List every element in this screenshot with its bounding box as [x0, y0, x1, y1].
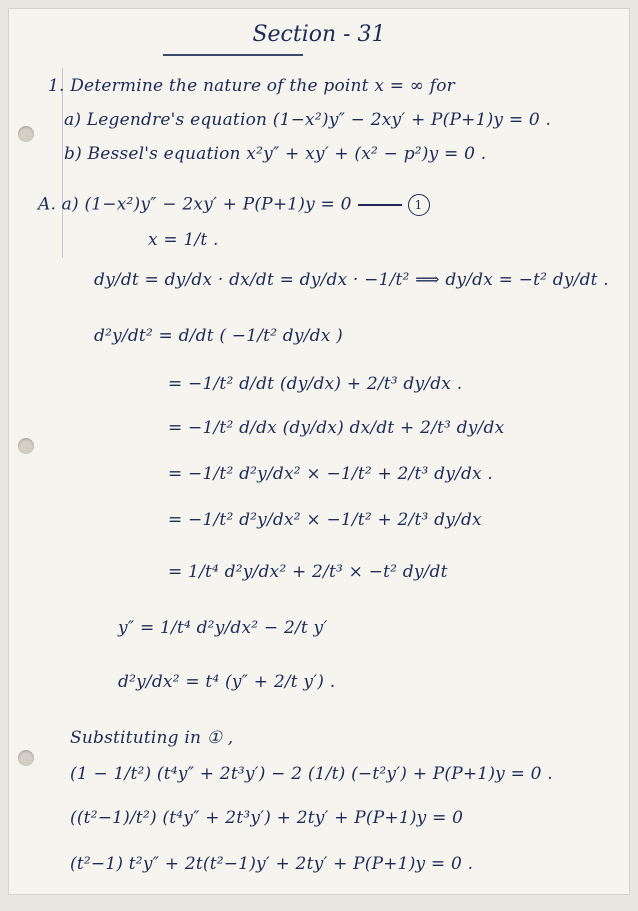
substitution-line: x = 1/t .	[148, 230, 219, 250]
derivation-line: (1 − 1/t²) (t⁴y″ + 2t³y′) − 2 (1/t) (−t²y′) + P(P+1)y = 0 .	[70, 764, 553, 784]
derivation-line: d²y/dt² = d/dt ( −1/t² dy/dx )	[94, 326, 343, 346]
derivation-line: = −1/t² d²y/dx² × −1/t² + 2/t³ dy/dx	[168, 510, 482, 530]
derivation-line: = −1/t² d²y/dx² × −1/t² + 2/t³ dy/dx .	[168, 464, 494, 484]
derivation-line: d²y/dx² = t⁴ (y″ + 2/t y′) .	[118, 672, 336, 692]
derivation-line: ((t²−1)/t²) (t⁴y″ + 2t³y′) + 2ty′ + P(P+1)y = 0	[70, 808, 464, 828]
question-part-a: a) Legendre's equation (1−x²)y″ − 2xy′ + P(P+1)y = 0 .	[64, 110, 552, 130]
margin-line	[62, 68, 63, 258]
binder-hole	[18, 126, 34, 142]
notebook-page	[8, 8, 630, 895]
equation-tag: 1	[408, 194, 430, 216]
binder-hole	[18, 438, 34, 454]
derivation-line: (t²−1) t²y″ + 2t(t²−1)y′ + 2ty′ + P(P+1)y = 0 .	[70, 854, 474, 874]
answer-equation: A. a) (1−x²)y″ − 2xy′ + P(P+1)y = 0	[38, 194, 352, 215]
section-title: Section - 31	[252, 22, 386, 47]
derivation-line: = 1/t⁴ d²y/dx² + 2/t³ × −t² dy/dt	[168, 562, 448, 582]
substituting-line	[70, 728, 233, 748]
tag-dash	[358, 204, 402, 206]
binder-hole	[18, 750, 34, 766]
question-part-b: b) Bessel's equation x²y″ + xy′ + (x² − p²)y = 0 .	[64, 144, 487, 164]
derivation-line: = −1/t² d/dt (dy/dx) + 2/t³ dy/dx .	[168, 374, 463, 394]
question-line: 1. Determine the nature of the point x = ∞ for	[48, 76, 455, 96]
derivation-line: dy/dt = dy/dx · dx/dt = dy/dx · −1/t² ⟹ dy/dx = −t² dy/dt .	[94, 270, 609, 290]
derivation-line: y″ = 1/t⁴ d²y/dx² − 2/t y′	[118, 618, 328, 638]
substituting-text: Substituting in ① ,	[70, 728, 234, 748]
derivation-line: = −1/t² d/dx (dy/dx) dx/dt + 2/t³ dy/dx	[168, 418, 505, 438]
answer-equation-line	[38, 194, 430, 216]
title-underline	[163, 54, 303, 56]
